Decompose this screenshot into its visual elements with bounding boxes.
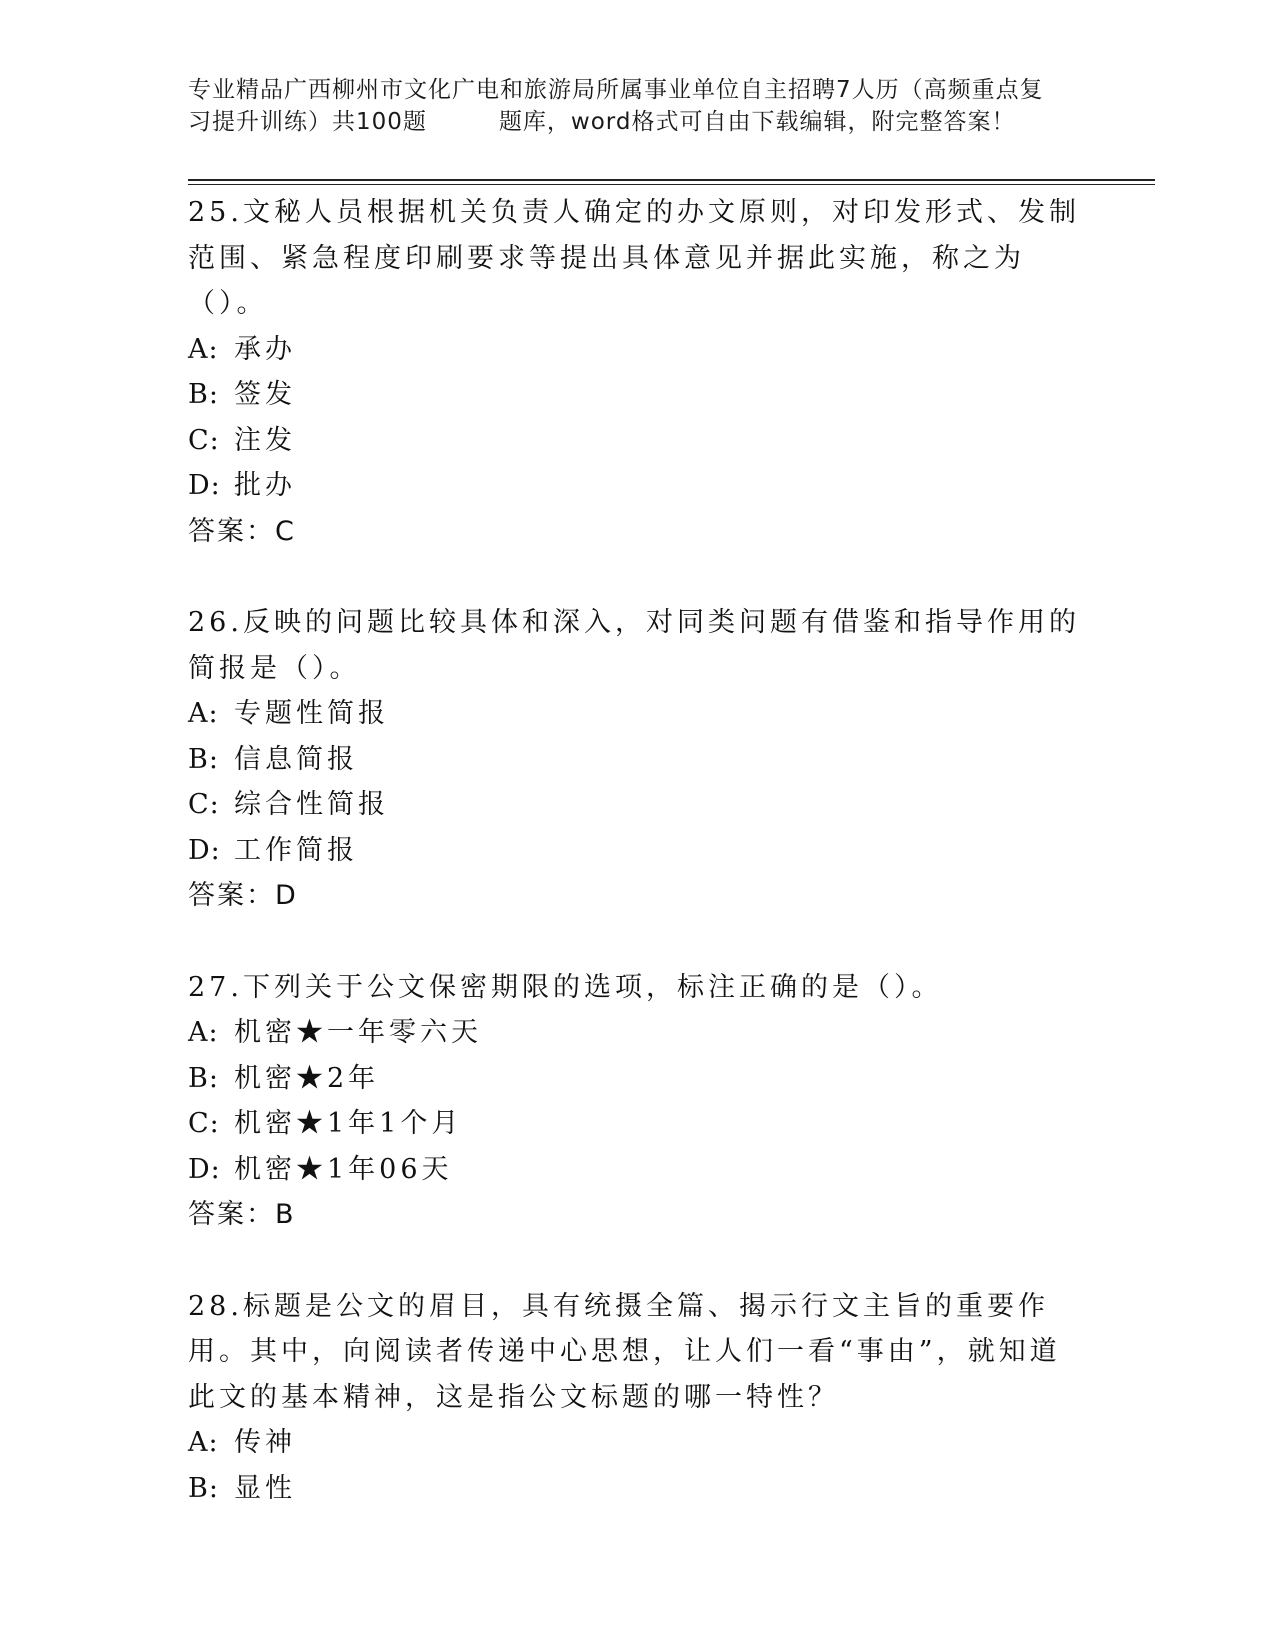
question-list: [188, 190, 1088, 1557]
option-text: 机密★一年零六天: [234, 1017, 482, 1048]
header-line-2: [188, 106, 1088, 138]
option-text: 承办: [234, 333, 296, 365]
option-key: A:: [188, 333, 219, 365]
option-a: [188, 327, 1088, 373]
option-d: [188, 463, 1088, 509]
option-key: D:: [188, 1153, 221, 1185]
option-key: B:: [188, 1472, 219, 1504]
option-text: 机密★1年1个月: [234, 1108, 463, 1139]
option-key: C:: [188, 789, 220, 820]
option-text: 信息简报: [234, 743, 358, 775]
answer-line: 答案：B: [188, 1199, 296, 1230]
option-c: [188, 782, 1088, 828]
option-text: 显性: [234, 1472, 296, 1504]
option-key: A:: [188, 1427, 219, 1458]
option-b: [188, 1466, 1088, 1512]
option-key: D:: [188, 834, 221, 866]
option-text: 综合性简报: [234, 789, 389, 820]
option-a: [188, 691, 1088, 737]
option-b: [188, 737, 1088, 783]
option-b: [188, 372, 1088, 418]
header-divider-thick: [188, 179, 1155, 181]
question-stem: 25.文秘人员根据机关负责人确定的办文原则，对印发形式、发制范围、紧急程度印刷要求等提出具体意见并据此实施，称之为（）。: [188, 197, 1080, 319]
document-header: [188, 74, 1088, 138]
option-text: 工作简报: [234, 834, 358, 866]
option-d: [188, 828, 1088, 874]
option-text: 机密★2年: [234, 1062, 380, 1094]
header-line-1: 专业精品广西柳州市文化广电和旅游局所属事业单位自主招聘7人历（高频重点复: [188, 77, 1044, 103]
option-text: 专题性简报: [234, 698, 389, 729]
question-stem: 28.标题是公文的眉目，具有统摄全篇、揭示行文主旨的重要作用。其中，向阅读者传递中心思想，让人们一看“事由”，就知道此文的基本精神，这是指公文标题的哪一特性？: [188, 1290, 1061, 1413]
option-text: 传神: [234, 1427, 296, 1458]
header-line-2-left: 习提升训练）共100题: [188, 109, 427, 135]
header-divider-thin: [188, 184, 1155, 185]
option-key: C:: [188, 1108, 220, 1139]
question-27: [188, 965, 1088, 1238]
option-text: 签发: [234, 379, 296, 410]
question-stem: 27.下列关于公文保密期限的选项，标注正确的是（）。: [188, 971, 943, 1003]
option-c: [188, 1101, 1088, 1147]
question-25: [188, 190, 1088, 554]
option-key: D:: [188, 470, 221, 501]
option-a: [188, 1420, 1088, 1466]
option-key: B:: [188, 379, 219, 410]
option-d: [188, 1147, 1088, 1193]
question-stem: 26.反映的问题比较具体和深入，对同类问题有借鉴和指导作用的简报是（）。: [188, 607, 1080, 684]
header-line-2-right: 题库，word格式可自由下载编辑，附完整答案！: [498, 109, 1016, 135]
option-key: A:: [188, 1017, 219, 1048]
question-28: [188, 1284, 1088, 1512]
option-key: B:: [188, 743, 219, 775]
answer-line: 答案：D: [188, 880, 298, 911]
option-key: C:: [188, 424, 220, 456]
option-text: 批办: [234, 470, 296, 501]
option-c: [188, 418, 1088, 464]
option-key: A:: [188, 698, 219, 729]
option-a: [188, 1010, 1088, 1056]
answer-line: 答案：C: [188, 515, 296, 547]
option-text: 机密★1年06天: [234, 1153, 453, 1185]
question-26: [188, 600, 1088, 919]
option-key: B:: [188, 1062, 219, 1094]
option-b: [188, 1056, 1088, 1102]
option-text: 注发: [234, 424, 296, 456]
